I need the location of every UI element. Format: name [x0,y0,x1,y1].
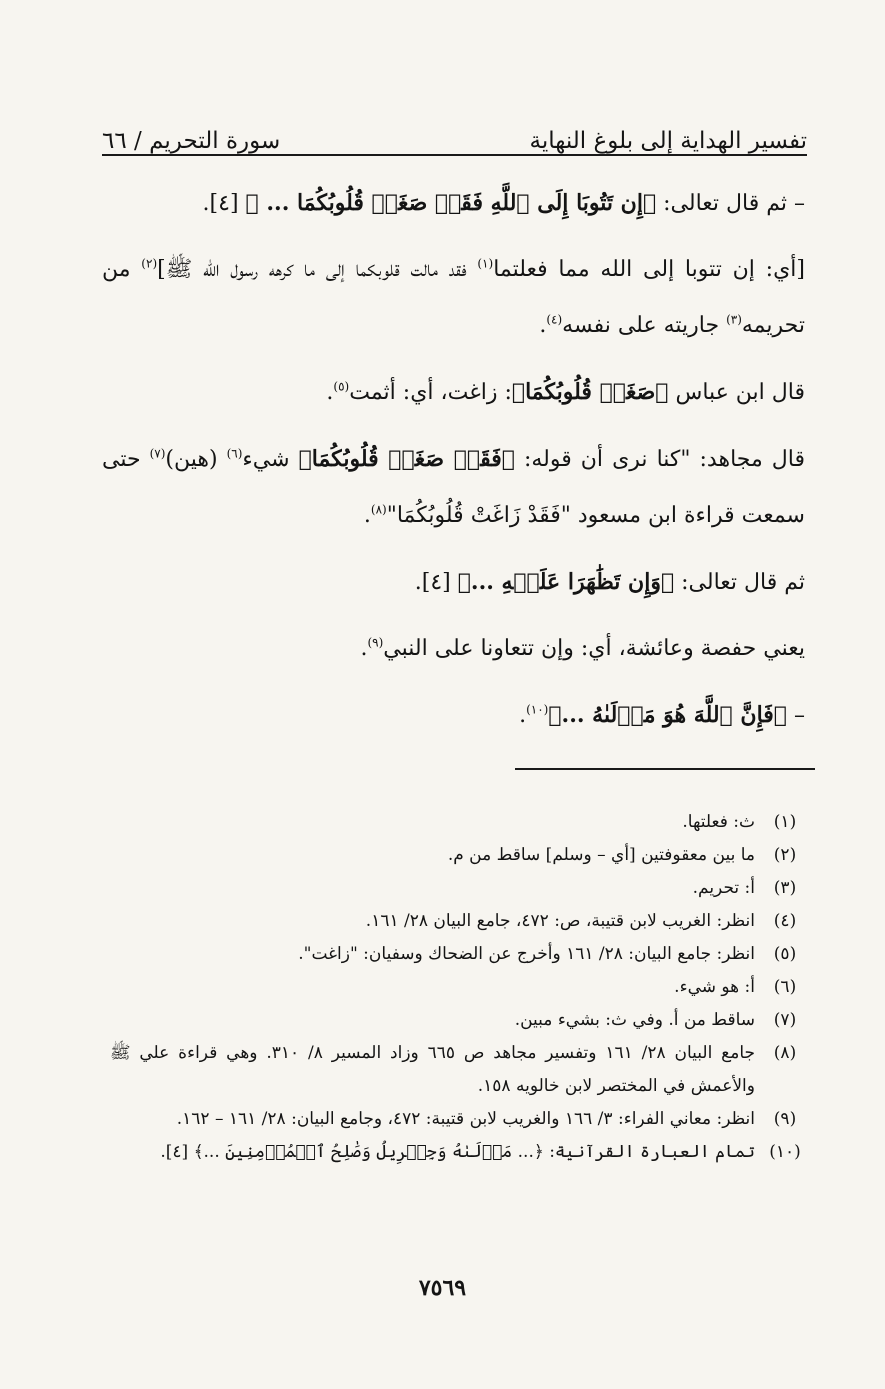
footnote-item [110,1103,815,1136]
footnote-text: تمام العبارة القرآنية: ﴿... مَوۡلَىٰهُ وَجِبۡرِيلُ وَصَٰلِحُ ٱلۡمُؤۡمِنِينَ ...﴾ [٤]. [160,1142,755,1162]
text: فقد مالت قلوبكما إلى ما كرهه رسول الله ﷺ] [157,257,478,282]
quran-verse: ﴿فَإِنَّ ٱللَّهَ هُوَ مَوۡلَىٰهُ ...﴾ [548,702,787,728]
footnote-number: (٦) [773,977,797,997]
footnote-ref[interactable]: (١٠) [526,702,549,717]
footnote-item [110,1004,815,1037]
text: – [787,703,805,728]
footnote-number: (٨) [773,1043,797,1063]
verse-ref: [٤]. [414,570,458,595]
footnote-ref[interactable]: (٨) [370,502,387,517]
footnote-number: (١٠) [769,1142,801,1162]
footnote-ref[interactable]: (٥) [333,379,350,394]
footnote-ref[interactable]: (٤) [546,312,563,327]
paragraph-6 [102,621,805,677]
footnote-text: انظر: الغريب لابن قتيبة، ص: ٤٧٢، جامع البيان ٢٨/ ١٦١. [365,911,755,931]
text: ثم قال تعالى: [674,570,805,595]
footnote-ref[interactable]: (٢) [141,256,158,271]
quran-verse: ﴿إِن تَتُوبَا إِلَى ٱللَّهِ فَقَدۡ صَغَتۡ قُلُوبُكُمَا ... ﴾ [245,190,657,216]
footnote-text: أ: تحريم. [692,878,755,898]
text: حتى سمعت قراءة ابن مسعود "فَقَدْ زَاغَتْ قُلُوبُكُمَا" [102,447,805,528]
text: . [539,313,547,338]
footnote-text: ما بين معقوفتين [أي – وسلم] ساقط من م. [447,845,755,865]
footnote-item [110,806,815,839]
book-title: تفسير الهداية إلى بلوغ النهاية [529,128,807,154]
page-number: ٧٥٦٩ [418,1275,467,1301]
footnote-number: (٤) [773,911,797,931]
quran-verse: ﴿فَقَدۡ صَغَتۡ قُلُوبُكُمَا﴾ [298,446,515,472]
footnote-item [110,938,815,971]
text: . [326,380,334,405]
footnote-item [110,1136,815,1169]
text: شيء [242,447,299,472]
text: : زاغت، أي: أثمت [349,380,512,405]
footnote-text: أ: هو شيء. [674,977,755,997]
footnote-item [110,971,815,1004]
text: . [360,636,368,661]
text: (هين) [165,447,227,472]
footnote-number: (٩) [773,1109,797,1129]
footnote-ref[interactable]: (٧) [149,446,166,461]
footnotes [110,806,815,1169]
footnote-separator [515,768,815,770]
footnote-ref[interactable]: (١) [477,256,494,271]
surah-page-label: سورة التحريم / ٦٦ [102,128,281,154]
header-rule [102,154,807,156]
footnote-text: انظر: معاني الفراء: ٣/ ١٦٦ والغريب لابن قتيبة: ٤٧٢، وجامع البيان: ٢٨/ ١٦١ – ١٦٢. [176,1109,755,1129]
footnote-text: ساقط من أ. وفي ث: بشيء مبين. [514,1010,755,1030]
paragraph-7 [102,687,805,744]
paragraph-4 [102,431,805,544]
text: جاريته على نفسه [562,313,727,338]
footnote-ref[interactable]: (٣) [726,312,742,327]
footnote-ref[interactable]: (٩) [367,635,384,650]
quran-verse: ﴿وَإِن تَظَٰهَرَا عَلَيۡهِ ...﴾ [457,569,675,595]
running-header [102,112,807,154]
footnote-number: (٣) [773,878,797,898]
footnote-item [110,872,815,905]
footnote-number: (١) [773,812,797,832]
footnote-text: جامع البيان ٢٨/ ١٦١ وتفسير مجاهد ص ٦٦٥ وزاد المسير ٨/ ٣١٠. وهي قراءة علي ﷺ والأعمش في المختصر لابن خالويه ١٥٨. [110,1043,756,1096]
text: قال ابن عباس [668,380,805,405]
verse-ref: [٤]. [202,191,246,216]
footnote-text: انظر: جامع البيان: ٢٨/ ١٦١ وأخرج عن الضحاك وسفيان: "زاغت". [298,944,755,964]
text: . [363,503,371,528]
text: قال مجاهد: "كنا نرى أن قوله: [514,447,805,472]
paragraph-3 [102,364,805,421]
text: يعني حفصة وعائشة، أي: وإن تتعاونا على النبي [383,636,805,661]
paragraph-2 [102,242,805,354]
main-text [102,175,805,744]
footnote-text: ث: فعلتها. [682,812,755,832]
paragraph-5 [102,554,805,611]
paragraph-1 [102,175,805,232]
footnote-item [110,1037,815,1103]
footnote-item [110,839,815,872]
quran-verse: ﴿صَغَتۡ قُلُوبُكُمَا﴾ [511,379,669,405]
footnote-item [110,905,815,938]
text: من تحريمه [102,257,805,338]
text: – ثم قال تعالى: [656,191,805,216]
text: . [519,703,527,728]
footnote-number: (٥) [773,944,797,964]
footnote-ref[interactable]: (٦) [226,446,243,461]
text: [أي: إن تتوبا إلى الله مما فعلتما [493,257,805,282]
footnote-number: (٧) [773,1010,797,1030]
footnote-number: (٢) [773,845,797,865]
